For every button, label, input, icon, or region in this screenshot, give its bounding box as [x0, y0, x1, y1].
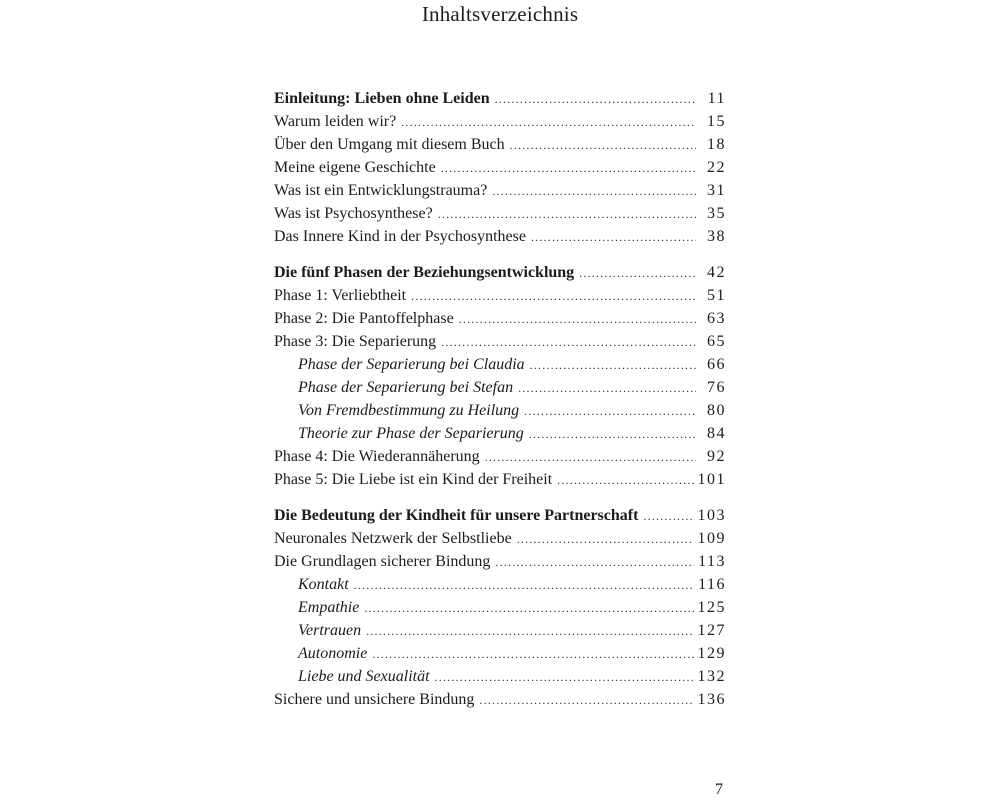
dot-leader	[438, 203, 696, 226]
toc-entry	[274, 110, 726, 133]
dot-leader	[529, 423, 696, 446]
toc-subentry	[274, 376, 726, 399]
toc-entry-label: Empathie	[298, 599, 360, 616]
toc-entry	[274, 550, 726, 573]
dot-leader	[372, 643, 693, 666]
dot-leader	[364, 597, 693, 620]
toc-entry	[274, 688, 726, 711]
toc-subentry	[274, 573, 726, 596]
toc-entry-page-number: 116	[698, 576, 726, 593]
toc-entry-label: Phase der Separierung bei Stefan	[298, 379, 514, 396]
page-number: 7	[715, 781, 723, 798]
toc-subentry	[274, 665, 726, 688]
toc-entry	[274, 284, 726, 307]
toc-entry-label: Neuronales Netzwerk der Selbstliebe	[274, 530, 512, 547]
toc-entry-page-number: 38	[707, 228, 726, 245]
toc-chapter-heading	[274, 504, 726, 527]
dot-leader	[557, 469, 693, 492]
toc-entry-page-number: 101	[697, 471, 726, 488]
toc-subentry	[274, 422, 726, 445]
dot-leader	[643, 505, 693, 528]
toc-entry-page-number: 65	[707, 333, 726, 350]
toc-subentry	[274, 619, 726, 642]
toc-entry-page-number: 51	[707, 287, 726, 304]
toc-subentry	[274, 596, 726, 619]
toc-entry-label: Die Bedeutung der Kindheit für unsere Partnerschaft	[274, 507, 639, 524]
toc-entry	[274, 527, 726, 550]
page-title: Inhaltsverzeichnis	[421, 2, 579, 26]
dot-leader	[411, 285, 696, 308]
toc-entry-label: Was ist ein Entwicklungstrauma?	[274, 182, 488, 199]
dot-leader	[517, 528, 694, 551]
toc-entry-page-number: 63	[707, 310, 726, 327]
toc-entry-label: Phase 4: Die Wiederannäherung	[274, 448, 480, 465]
dot-leader	[495, 88, 696, 111]
dot-leader	[459, 308, 696, 331]
toc-entry-label: Vertrauen	[298, 622, 362, 639]
toc-entry	[274, 156, 726, 179]
toc-entry-label: Was ist Psychosynthese?	[274, 205, 433, 222]
dot-leader	[479, 689, 693, 712]
dot-leader	[579, 262, 696, 285]
toc-entry-label: Einleitung: Lieben ohne Leiden	[274, 90, 490, 107]
toc-entry-label: Theorie zur Phase der Separierung	[298, 425, 524, 442]
toc-entry-page-number: 92	[707, 448, 726, 465]
toc-entry-page-number: 15	[707, 113, 726, 130]
toc-entry-page-number: 66	[707, 356, 726, 373]
toc-section	[274, 504, 726, 711]
table-of-contents	[274, 87, 726, 711]
toc-entry	[274, 468, 726, 491]
toc-entry-label: Warum leiden wir?	[274, 113, 397, 130]
toc-entry-label: Autonomie	[298, 645, 368, 662]
toc-entry	[274, 330, 726, 353]
toc-chapter-heading	[274, 261, 726, 284]
toc-entry-label: Das Innere Kind in der Psychosynthese	[274, 228, 526, 245]
toc-entry	[274, 133, 726, 156]
toc-entry-label: Sichere und unsichere Bindung	[274, 691, 475, 708]
toc-entry	[274, 307, 726, 330]
toc-entry-label: Die Grundlagen sicherer Bindung	[274, 553, 491, 570]
dot-leader	[441, 157, 696, 180]
dot-leader	[531, 226, 696, 249]
toc-entry-label: Meine eigene Geschichte	[274, 159, 436, 176]
toc-entry-label: Phase 3: Die Separierung	[274, 333, 437, 350]
toc-subentry	[274, 353, 726, 376]
dot-leader	[510, 134, 696, 157]
dot-leader	[435, 666, 694, 689]
toc-entry	[274, 179, 726, 202]
toc-entry	[274, 445, 726, 468]
dot-leader	[366, 620, 693, 643]
toc-entry-page-number: 127	[697, 622, 726, 639]
toc-entry-label: Von Fremdbestimmung zu Heilung	[298, 402, 520, 419]
toc-entry-page-number: 11	[707, 90, 726, 107]
toc-chapter-heading	[274, 87, 726, 110]
dot-leader	[530, 354, 696, 377]
toc-entry-label: Die fünf Phasen der Beziehungsentwicklung	[274, 264, 575, 281]
toc-entry-page-number: 84	[707, 425, 726, 442]
dot-leader	[492, 180, 696, 203]
toc-entry-page-number: 113	[698, 553, 726, 570]
toc-entry-page-number: 103	[697, 507, 726, 524]
toc-entry-page-number: 136	[697, 691, 726, 708]
toc-entry-label: Phase 2: Die Pantoffelphase	[274, 310, 454, 327]
toc-entry-label: Phase 1: Verliebtheit	[274, 287, 407, 304]
toc-entry-label: Phase 5: Die Liebe ist ein Kind der Freiheit	[274, 471, 553, 488]
toc-entry-page-number: 31	[707, 182, 726, 199]
dot-leader	[354, 574, 694, 597]
toc-entry-page-number: 35	[707, 205, 726, 222]
dot-leader	[401, 111, 696, 134]
toc-subentry	[274, 642, 726, 665]
toc-entry-label: Phase der Separierung bei Claudia	[298, 356, 525, 373]
toc-entry-page-number: 125	[697, 599, 726, 616]
toc-entry-page-number: 76	[707, 379, 726, 396]
toc-entry-label: Liebe und Sexualität	[298, 668, 430, 685]
dot-leader	[441, 331, 696, 354]
toc-entry-page-number: 132	[697, 668, 726, 685]
toc-entry-page-number: 18	[707, 136, 726, 153]
toc-entry-page-number: 22	[707, 159, 726, 176]
toc-entry-page-number: 129	[697, 645, 726, 662]
toc-entry-page-number: 42	[707, 264, 726, 281]
dot-leader	[485, 446, 696, 469]
toc-entry	[274, 202, 726, 225]
toc-section	[274, 261, 726, 491]
toc-entry-label: Kontakt	[298, 576, 349, 593]
dot-leader	[495, 551, 694, 574]
toc-entry-label: Über den Umgang mit diesem Buch	[274, 136, 505, 153]
toc-entry-page-number: 109	[697, 530, 726, 547]
toc-section	[274, 87, 726, 248]
dot-leader	[518, 377, 696, 400]
toc-entry	[274, 225, 726, 248]
dot-leader	[524, 400, 696, 423]
toc-entry-page-number: 80	[707, 402, 726, 419]
toc-subentry	[274, 399, 726, 422]
